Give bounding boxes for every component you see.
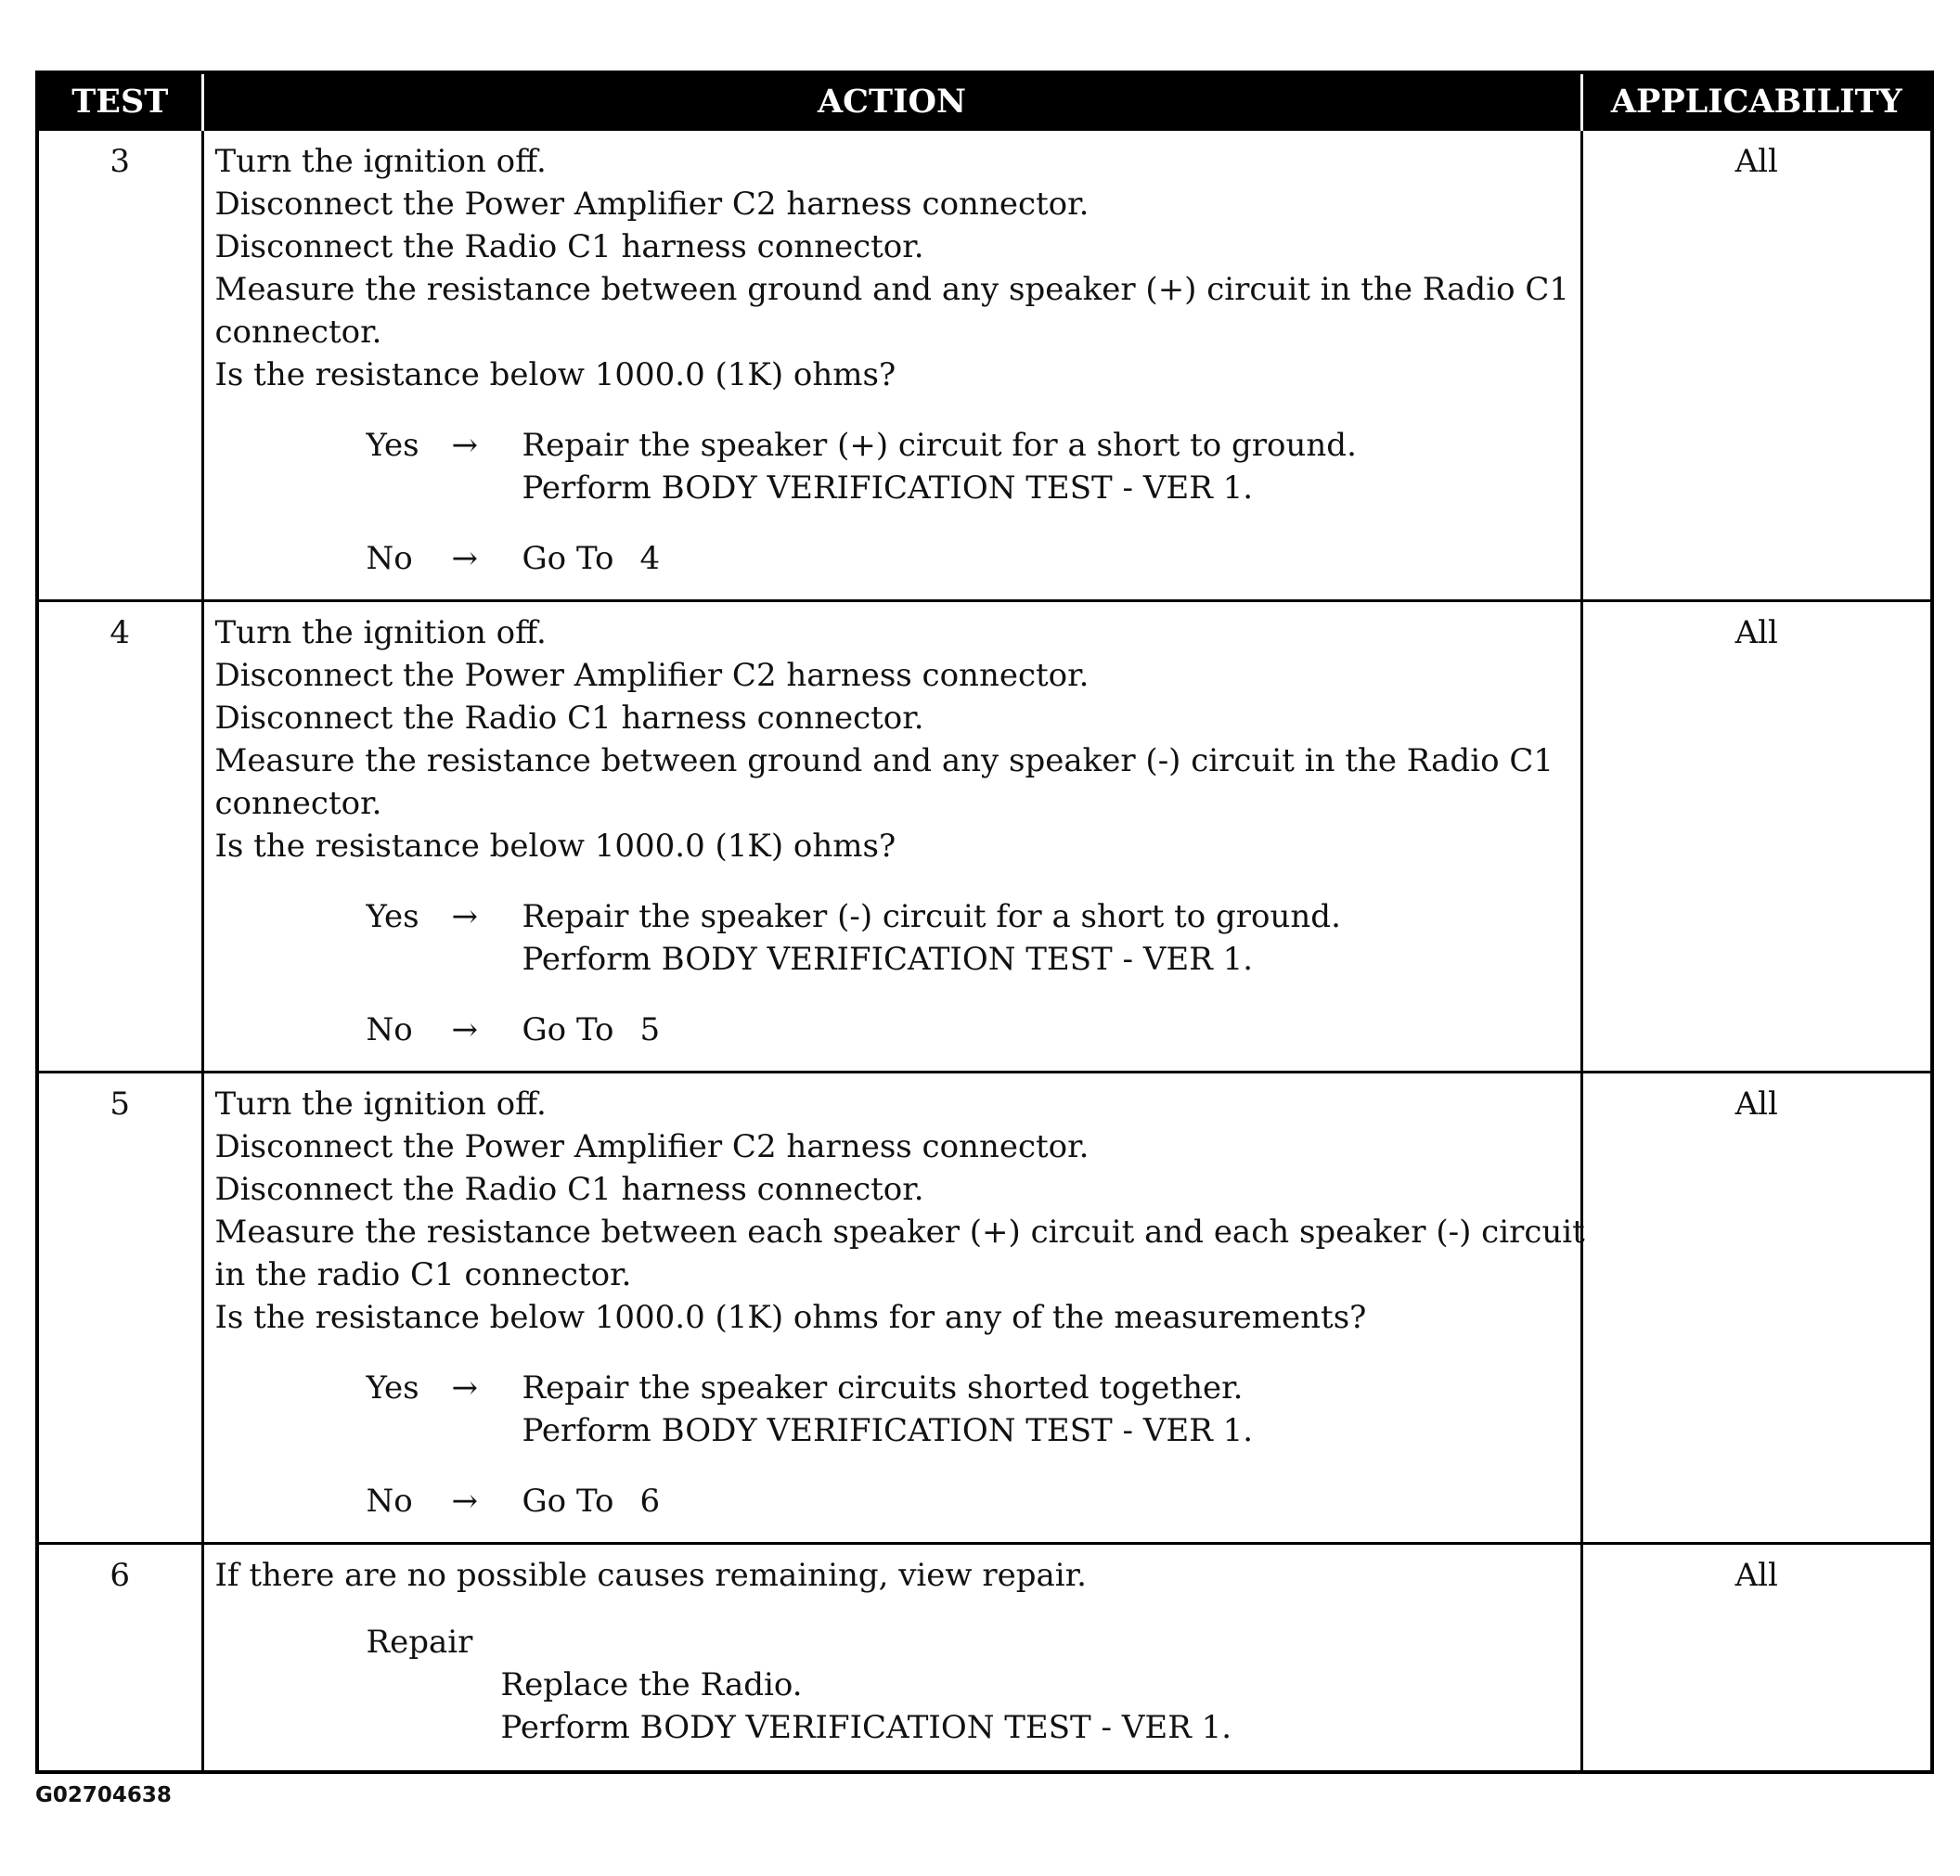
step-line: Disconnect the Power Amplifier C2 harness connector. (214, 1128, 1090, 1165)
right-arrow-icon: → (451, 1369, 478, 1407)
table-row-test-4 (37, 601, 1932, 1073)
step-line: connector. (214, 785, 382, 822)
no-label: No (366, 1011, 413, 1048)
step-line: Turn the ignition off. (214, 143, 547, 180)
step-line: Disconnect the Radio C1 harness connector. (214, 228, 924, 265)
no-outcome (367, 537, 1573, 580)
applicability-cell: All (1581, 1073, 1932, 1544)
step-question: Is the resistance below 1000.0 (1K) ohms for any of the measurements? (214, 1299, 1367, 1336)
goto-text: Go To (522, 1483, 614, 1520)
no-label: No (366, 540, 413, 577)
no-outcome (367, 1480, 1573, 1523)
action-cell (202, 601, 1581, 1073)
table-row-test-5 (37, 1073, 1932, 1544)
goto-number: 4 (639, 540, 661, 577)
repair-instruction: Perform BODY VERIFICATION TEST - VER 1. (500, 1709, 1232, 1746)
step-line: Turn the ignition off. (214, 1086, 547, 1123)
header-applicability: APPLICABILITY (1581, 72, 1932, 130)
yes-label: Yes (366, 898, 419, 935)
step-line: Measure the resistance between each speaker (+) circuit and each speaker (-) circuit (214, 1214, 1585, 1251)
table-row-test-6 (37, 1544, 1932, 1772)
header-action: ACTION (202, 72, 1581, 130)
step-line: Measure the resistance between ground and any speaker (+) circuit in the Radio C1 (214, 271, 1569, 308)
repair-instructions (501, 1664, 1573, 1749)
step-line: Disconnect the Radio C1 harness connector. (214, 1171, 924, 1208)
diagnostic-test-table (35, 71, 1934, 1774)
action-cell (202, 1073, 1585, 1544)
applicability-cell: All (1581, 130, 1932, 601)
applicability-cell: All (1581, 601, 1932, 1073)
yes-instruction: Perform BODY VERIFICATION TEST - VER 1. (522, 1412, 1254, 1449)
right-arrow-icon: → (451, 898, 478, 935)
step-line: Turn the ignition off. (214, 614, 547, 651)
yes-label: Yes (366, 427, 419, 464)
applicability-cell: All (1581, 1544, 1932, 1772)
step-line: in the radio C1 connector. (214, 1256, 632, 1293)
header-test: TEST (37, 72, 202, 130)
yes-instruction: Repair the speaker (-) circuit for a short to ground. (522, 898, 1341, 935)
goto-number: 5 (639, 1011, 661, 1048)
test-number: 5 (37, 1073, 202, 1544)
test-number: 6 (37, 1544, 202, 1772)
yes-instruction: Repair the speaker (+) circuit for a short to ground. (522, 427, 1357, 464)
test-number: 4 (37, 601, 202, 1073)
step-question: Is the resistance below 1000.0 (1K) ohms? (214, 356, 896, 393)
right-arrow-icon: → (451, 1011, 478, 1048)
step-line: Disconnect the Power Amplifier C2 harness connector. (214, 657, 1090, 694)
yes-instruction: Repair the speaker circuits shorted together. (522, 1369, 1244, 1407)
test-number: 3 (37, 130, 202, 601)
repair-instruction: Replace the Radio. (500, 1666, 803, 1703)
step-line: If there are no possible causes remaining, view repair. (214, 1557, 1087, 1594)
yes-instruction: Perform BODY VERIFICATION TEST - VER 1. (522, 469, 1254, 507)
goto-text: Go To (522, 540, 614, 577)
yes-outcome (367, 1367, 1573, 1452)
yes-outcome (367, 895, 1573, 981)
table-row-test-3 (37, 130, 1932, 601)
figure-id: G02704638 (35, 1783, 172, 1807)
right-arrow-icon: → (451, 427, 478, 464)
right-arrow-icon: → (451, 1483, 478, 1520)
yes-outcome (367, 424, 1573, 509)
no-outcome (367, 1009, 1573, 1051)
goto-number: 6 (639, 1483, 661, 1520)
repair-label: Repair (366, 1624, 473, 1661)
action-cell (202, 1544, 1581, 1772)
goto-text: Go To (522, 1011, 614, 1048)
step-line: Disconnect the Power Amplifier C2 harness connector. (214, 186, 1090, 223)
table-header-row (37, 72, 1932, 130)
step-line: Measure the resistance between ground and any speaker (-) circuit in the Radio C1 (214, 742, 1554, 779)
step-question: Is the resistance below 1000.0 (1K) ohms? (214, 828, 896, 865)
step-line: connector. (214, 314, 382, 351)
action-cell (202, 130, 1581, 601)
step-line: Disconnect the Radio C1 harness connector. (214, 700, 924, 737)
no-label: No (366, 1483, 413, 1520)
right-arrow-icon: → (451, 540, 478, 577)
yes-label: Yes (366, 1369, 419, 1407)
yes-instruction: Perform BODY VERIFICATION TEST - VER 1. (522, 941, 1254, 978)
